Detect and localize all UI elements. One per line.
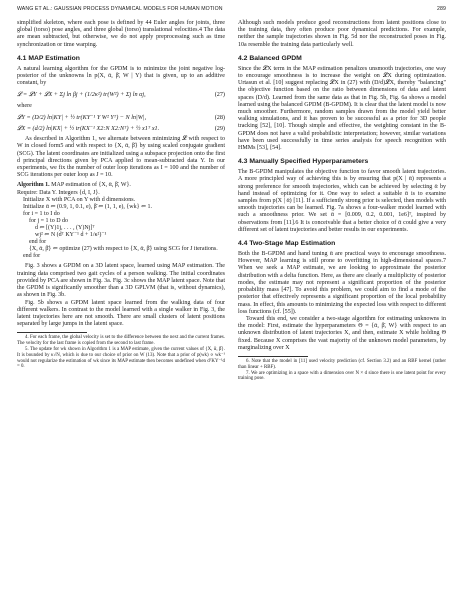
left-column	[17, 20, 225, 370]
section-heading: 4.2 Balanced GPDM	[238, 54, 302, 62]
paragraph: A natural learning algorithm for the GPDM is to minimize the joint negative log-posterior of the unknowns ln p(X, ᾱ, β̄, W | Y) that is given, up to an additive constant, by	[17, 65, 225, 87]
equation-body: 𝓛X = (d/2) ln|KX| + ½ tr(KX⁻¹ X2:N X2:Nᵀ) + ½ x1ᵀ x1.	[17, 125, 160, 133]
equation-body: 𝓛Y = (D/2) ln|KY| + ½ tr(KY⁻¹ Y W² Yᵀ) − N ln|W|,	[17, 113, 147, 121]
paragraph: Fig. 3 shows a GPDM on a 3D latent space, learned using MAP estimation. The training data comprised two gait cycles of a person walking. The initial coordinates provided by PCA are shown in Fig. 3a. Fig. 3c shows the MAP latent space. Note that the GPDM is significantly smoother than a 3D GPLVM (that is, without dynamics), as shown in Fig. 3b.	[17, 263, 225, 299]
footnote-rule	[238, 356, 308, 357]
equation-number: (27)	[214, 91, 225, 99]
equation-28	[17, 114, 225, 121]
paragraph: Toward this end, we consider a two-stage algorithm for estimating unknowns in the model: First, estimate the hyperparameters Θ = {ᾱ, β̄, W} with respect to an unknown distribution of latent trajectories X, and then, estimate X while holding Θ fixed. Because X comprises the vast majority of the unknown model parameters, by marginalizing over X	[238, 315, 446, 351]
algorithm-line: wj² ⇐ N (dᵀ KY⁻¹ d + 1/κ²)⁻¹	[35, 232, 107, 239]
paragraph: simplified skeleton, where each pose is defined by 44 Euler angles for joints, three global (torso) pose angles, and three global (torso) translational velocities.4 The data are mean subtracted, but otherwise, we do not apply preprocessing such as time synchronization or time warping.	[17, 20, 225, 48]
paragraph: The B-GPDM manipulates the objective function to favor smooth latent trajectories. A more principled way of achieving this is by ensuring that p(X | ᾱ) represents a strong preference for smooth trajectories, which can be achieved by selecting ᾱ by hand instead of optimizing for it. One way to select a suitable ᾱ is to examine samples from p(X | ᾱ) [11]. If a sufficiently strong prior is selected, then models with smooth trajectories can be learned. Fig. 7a shows a four-walker model learned with such a smoothness prior. We set ᾱ = [0.009, 0.2, 0.001, 1e6]ᵀ, inspired by observations from [11].6 It is conceivable that a better choice of ᾱ could give a very different set of latent trajectories and better results in our experiments.	[238, 169, 446, 233]
footnote-rule	[17, 332, 87, 333]
paragraph: Both the B-GPDM and hand tuning ᾱ are practical ways to encourage smoothness. However, MAP learning is still prone to overfitting in high-dimensional spaces.7 When we seek a MAP estimate, we are looking to approximate the posterior distribution with a delta function. Here, as there are clearly a multiplicity of posterior modes, the estimate may not represent a significant proportion of the posterior probability mass [47]. To avoid this problem, we could aim to find a mode of the posterior that effectively represents a significant proportion of the local probability mass. In effect, this amounts to minimizing the expected loss with respect to different loss functions (cf. [55]).	[238, 251, 446, 315]
algorithm-box	[17, 182, 225, 260]
running-title: WANG ET AL.: GAUSSIAN PROCESS DYNAMICAL MODELS FOR HUMAN MOTION	[17, 6, 223, 12]
paragraph: Although such models produce good reconstructions from latent positions close to the training data, they often produce poor dynamical predictions. For example, neither the sample trajectories shown in Fig. 5d nor the reconstructed poses in Fig. 10a resemble the training data particularly well.	[238, 20, 446, 48]
section-heading: 4.3 Manually Specified Hyperparameters	[238, 158, 369, 166]
algorithm-line: {X, ᾱ, β̄} ⇐ optimize (27) with respect to {X, ᾱ, β̄} using SCG for J iterations.	[29, 246, 218, 253]
algorithm-line: Initialize X with PCA on Y with d dimensions.	[23, 196, 136, 203]
paragraph: where	[17, 102, 32, 109]
equation-body: 𝓛 = 𝓛Y + 𝓛X + Σj ln βj + (1/2κ²) tr(W²) + Σj ln αj,	[17, 91, 146, 99]
algorithm-title	[17, 182, 225, 189]
paragraph: Since the 𝓛X term in the MAP estimation penalizes unsmooth trajectories, one way to encourage smoothness is to increase the weight on 𝓛X during optimization. Urtasun et al. [10] suggest replacing 𝓛X in (27) with (D/d)𝓛X, thereby "balancing" the objective function based on the ratio between dimensions of data and latent spaces (D/d). Learned from the same data as that in Fig. 5b, Fig. 6a shows a model learned using the balanced GPDM (B-GPDM). It is clear that the latent model is now much smoother. Furthermore, random samples drawn from the model yield better walking simulations, and it has proven to be successful as a prior for 3D people tracking [52], [10]. Though simple and effective, the weighting constant in the B-GPDM does not have a valid probabilistic interpretation; however, similar variations have been used successfully in time series analysis for speech recognition with HMMs [53], [54].	[238, 65, 446, 152]
algorithm-line: d ⇐ [(Y)1j, . . . , (Y)Nj]ᵀ	[35, 225, 95, 232]
algorithm-line: end for	[29, 239, 47, 246]
right-column	[238, 20, 446, 382]
footnote: 7. We are optimizing in a space with a dimension over N × d since there is one latent point for every training pose.	[238, 370, 446, 382]
section-heading: 4.1 MAP Estimation	[17, 54, 80, 62]
algorithm-line: for i = 1 to I do	[23, 210, 60, 217]
equation-number: (28)	[214, 113, 225, 121]
algorithm-line: for j = 1 to D do	[29, 217, 69, 224]
paragraph: As described in Algorithm 1, we alternate between minimizing 𝓛 with respect to W in closed form5 and with respect to {X, ᾱ, β̄} by using scaled conjugate gradient (SCG). The latent coordinates are initialized using a subspace projection onto the first d principal directions given by PCA applied to mean-subtracted data Y. In our experiments, we fix the number of outer loop iterations as I = 100 and the number of SCG iterations per outer loop as J = 10.	[17, 136, 225, 179]
algorithm-line: Initialize ᾱ ⇐ (0.9, 1, 0.1, e), β̄ ⇐ (1, 1, e), {wk} ⇐ 1.	[23, 203, 153, 210]
section-heading: 4.4 Two-Stage Map Estimation	[238, 240, 336, 248]
algorithm-label: Algorithm 1.	[17, 182, 50, 189]
footnote: 5. The update for wk shown in Algorithm 1 is a MAP estimate, given the current values of {X, ᾱ, β̄}. It is bounded by κ√N, which is due to our choice of prior on W (13). Note that a prior of p(wk) ∝ wk⁻¹ would not regularize the estimation of wk since its MAP estimate then becomes undefined when dᵀKY⁻¹d = 0.	[17, 346, 225, 370]
algorithm-caption: MAP estimation of {X, ᾱ, β̄, W}.	[51, 182, 131, 189]
algorithm-line: Require: Data Y. Integers {d, I, J}.	[17, 189, 100, 196]
equation-27	[17, 91, 225, 98]
running-header	[17, 6, 446, 15]
algorithm-line: end for	[23, 253, 41, 260]
page-number: 289	[437, 6, 446, 12]
paragraph: Fig. 5b shows a GPDM latent space learned from the walking data of four different walkers. In contrast to the model learned with a single walker in Fig. 3, the latent trajectories here are not smooth. There are small clusters of latent positions separated by large jumps in the latent space.	[17, 299, 225, 328]
footnote: 6. Note that the model in [11] used velocity prediction (cf. Section 3.2) and an RBF kernel (rather than linear + RBF).	[238, 358, 446, 370]
equation-number: (29)	[214, 125, 225, 133]
footnote: 4. For each frame, the global velocity is set to the difference between the next and the current frames. The velocity for the last frame is copied from the second to last frame.	[17, 335, 225, 347]
equation-29	[17, 125, 225, 132]
